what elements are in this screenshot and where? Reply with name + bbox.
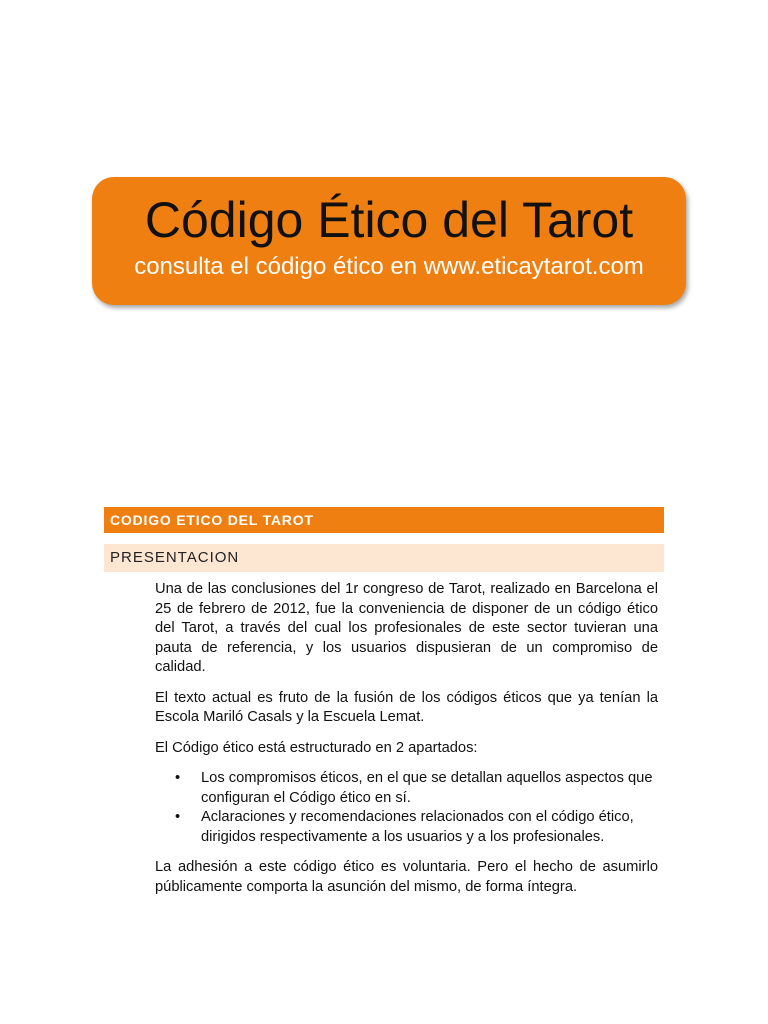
section-heading-bar: CODIGO ETICO DEL TAROT <box>104 507 664 533</box>
list-item <box>155 769 658 808</box>
bullet-icon: • <box>175 770 181 786</box>
list-item <box>155 808 658 847</box>
presentation-body <box>155 580 658 908</box>
paragraph-structure: El Código ético está estructurado en 2 apartados: <box>155 739 478 756</box>
website-subtitle: consulta el código ético en www.eticaytarot.com <box>134 253 644 280</box>
bullet-icon: • <box>175 809 181 825</box>
title-banner <box>92 177 686 305</box>
sections-list <box>155 769 658 847</box>
document-title: Código Ético del Tarot <box>144 192 634 248</box>
paragraph-intro: Una de las conclusiones del 1r congreso de Tarot, realizado en Barcelona el 25 de febrero de 2012, fue la conveniencia de disponer de un código ético del Tarot, a través del cual los profesionales de este sector tuvieran una pauta de referencia, y los usuarios dispusieran de un compromiso de calidad. <box>155 581 658 675</box>
paragraph-adhesion: La adhesión a este código ético es voluntaria. Pero el hecho de asumirlo públicamente comporta la asunción del mismo, de forma íntegra. <box>155 859 658 895</box>
list-item-text: Aclaraciones y recomendaciones relacionados con el código ético, dirigidos respectivamente a los usuarios y a los profesionales. <box>201 809 634 845</box>
subsection-heading-bar: PRESENTACION <box>104 544 664 572</box>
paragraph-fusion: El texto actual es fruto de la fusión de los códigos éticos que ya tenían la Escola Mariló Casals y la Escuela Lemat. <box>155 689 658 725</box>
list-item-text: Los compromisos éticos, en el que se detallan aquellos aspectos que configuran el Código ético en sí. <box>201 770 653 806</box>
